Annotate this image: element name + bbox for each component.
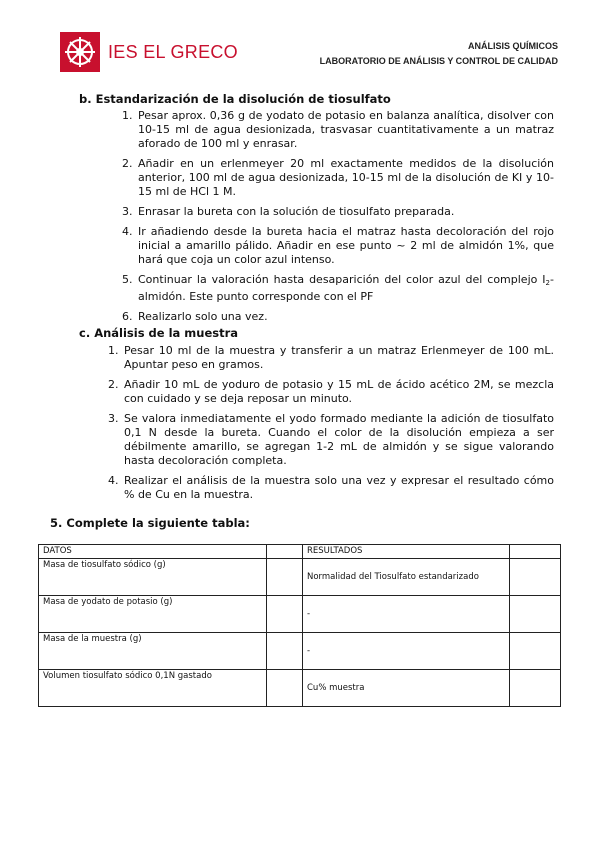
list-item: 4. Ir añadiendo desde la bureta hacia el matraz hasta decoloración del rojo inicial a amarillo pálido. Añadir en ese punto ~ 2 ml de almidón 1%, que hará que coja un color azul intenso. (122, 225, 554, 266)
section-c-title: c. Análisis de la muestra (79, 326, 239, 340)
resultado-label: Normalidad del Tiosulfato estandarizado (303, 559, 510, 596)
dato-value-cell[interactable] (267, 596, 303, 633)
section-b-steps (122, 109, 554, 330)
list-item: 1. Pesar 10 ml de la muestra y transferir a un matraz Erlenmeyer de 100 mL. Apuntar peso en gramos. (108, 344, 554, 371)
lab-title: LABORATORIO DE ANÁLISIS Y CONTROL DE CALIDAD (319, 56, 558, 66)
dato-value-cell[interactable] (267, 633, 303, 670)
dato-label: Masa de la muestra (g) (39, 633, 267, 670)
table-row (39, 559, 561, 596)
dato-label: Masa de yodato de potasio (g) (39, 596, 267, 633)
resultado-value-cell[interactable] (510, 670, 561, 707)
list-item: 2. Añadir en un erlenmeyer 20 ml exactamente medidos de la disolución anterior, 100 ml de agua desionizada, 10-15 ml de la disolución de KI y 10-15 ml de HCl 1 M. (122, 157, 554, 198)
school-name: IES EL GRECO (108, 41, 238, 62)
datos-value-header (267, 545, 303, 559)
list-item: 5. Continuar la valoración hasta desaparición del color azul del complejo $I_2$-almidón. Este punto corresponde con el PF (122, 273, 554, 303)
resultados-header: RESULTADOS (303, 545, 510, 559)
dato-value-cell[interactable] (267, 559, 303, 596)
list-item: 3. Enrasar la bureta con la solución de tiosulfato preparada. (122, 205, 455, 218)
resultado-value-cell[interactable] (510, 559, 561, 596)
resultado-label: Cu% muestra (303, 670, 510, 707)
results-table (38, 544, 561, 707)
list-item: 4. Realizar el análisis de la muestra solo una vez y expresar el resultado cómo % de Cu en la muestra. (108, 474, 554, 501)
table-row (39, 670, 561, 707)
section-c-steps (108, 344, 554, 508)
resultado-value-cell[interactable] (510, 596, 561, 633)
subject-title: ANÁLISIS QUÍMICOS (467, 41, 558, 51)
cross-emblem-icon (60, 32, 100, 72)
list-item: 6. Realizarlo solo una vez. (122, 310, 268, 323)
section-b-title: b. Estandarización de la disolución de tiosulfato (79, 92, 391, 106)
resultado-label: - (303, 633, 510, 670)
dato-label: Masa de tiosulfato sódico (g) (39, 559, 267, 596)
list-item: 1. Pesar aprox. 0,36 g de yodato de potasio en balanza analítica, disolver con 10-15 ml de agua desionizada, trasvasar cuantitativamente a un matraz aforado de 100 ml y enrasar. (122, 109, 554, 150)
datos-header: DATOS (39, 545, 267, 559)
table-header-row (39, 545, 561, 559)
dato-value-cell[interactable] (267, 670, 303, 707)
school-logo (60, 32, 238, 72)
table-row (39, 633, 561, 670)
list-item: 2. Añadir 10 mL de yoduro de potasio y 15 mL de ácido acético 2M, se mezcla con cuidado y se deja reposar un minuto. (108, 378, 554, 405)
resultados-value-header (510, 545, 561, 559)
document-header (320, 39, 558, 69)
dato-label: Volumen tiosulfato sódico 0,1N gastado (39, 670, 267, 707)
list-item: 3. Se valora inmediatamente el yodo formado mediante la adición de tiosulfato 0,1 N desde la bureta. Cuando el color de la disolución empieza a ser débilmente amarillo, se agregan 1-2 mL de almidón y se sigue valorando hasta decoloración completa. (108, 412, 554, 467)
resultado-label: - (303, 596, 510, 633)
resultado-value-cell[interactable] (510, 633, 561, 670)
question-5-title: 5. Complete la siguiente tabla: (50, 516, 250, 530)
table-row (39, 596, 561, 633)
